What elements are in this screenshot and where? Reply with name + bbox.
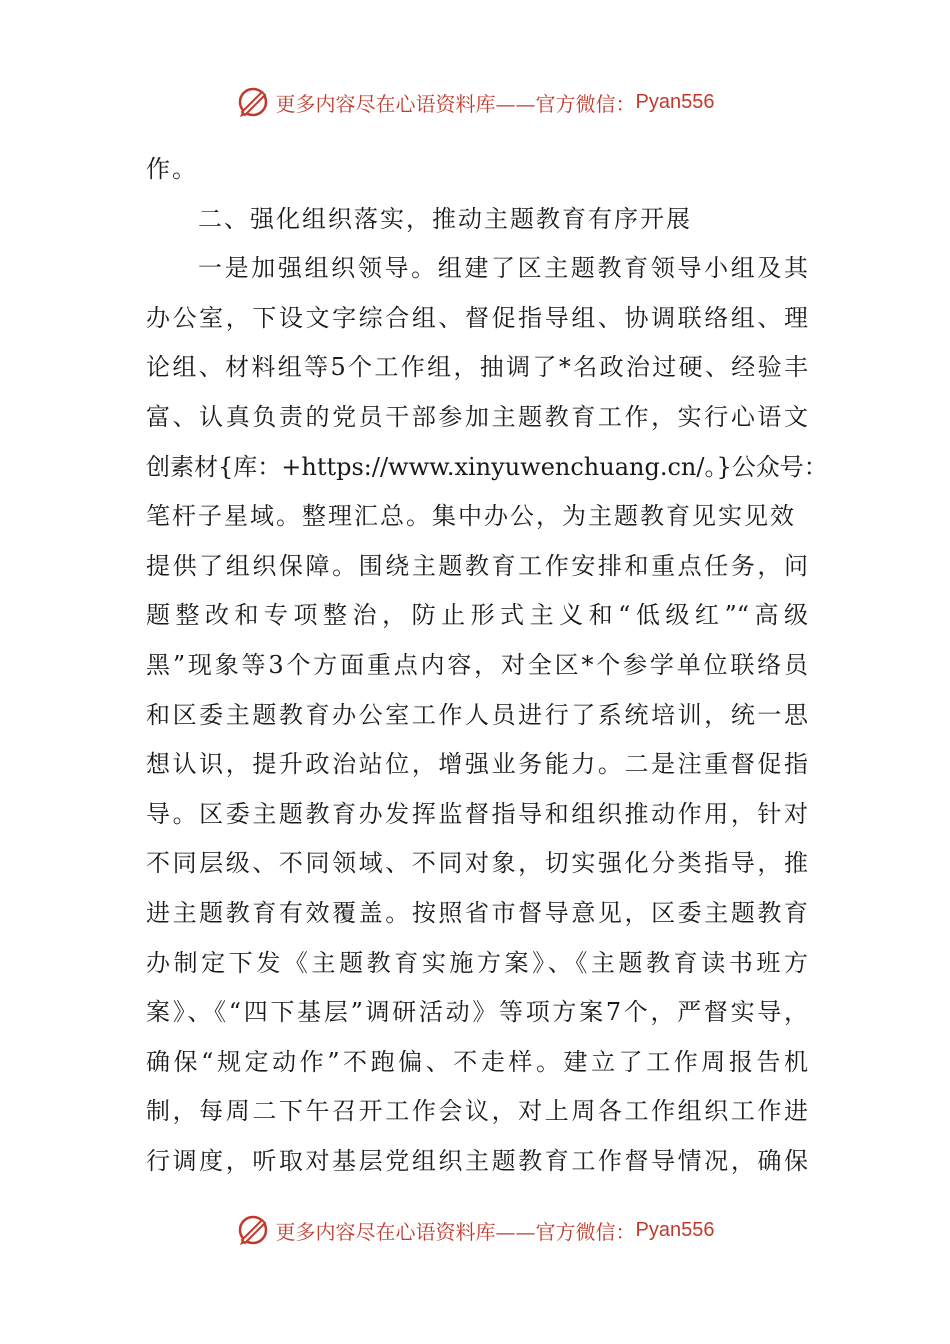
text-line: 进主题教育有效覆盖。按照省市督导意见，区委主题教育 (146, 898, 808, 927)
banner-text: 更多内容尽在心语资料库——官方微信： (275, 1219, 636, 1244)
text-line: 办公室，下设文字综合组、督促指导组、协调联络组、理 (146, 303, 808, 332)
text-line: 导。区委主题教育办发挥监督指导和组织推动作用，针对 (146, 799, 808, 828)
text-line: 不同层级、不同领域、不同对象，切实强化分类指导，推 (146, 849, 808, 878)
text-line: 作。 (146, 155, 198, 183)
text-line: 想认识，提升政治站位，增强业务能力。二是注重督促指 (146, 750, 808, 779)
text-line: 题整改和专项整治，防止形式主义和“低级红”“高级 (146, 601, 808, 630)
text-line: 行调度，听取对基层党组织主题教育工作督导情况，确保 (146, 1146, 808, 1175)
wechat-id: Pyan556 (635, 90, 715, 113)
text-line: 笔杆子星域。整理汇总。集中办公，为主题教育见实见效 (146, 502, 796, 531)
text-line: 制，每周二下午召开工作会议，对上周各工作组织工作进 (146, 1097, 808, 1126)
text-line: 确保“规定动作”不跑偏、不走样。建立了工作周报告机 (146, 1047, 808, 1076)
wechat-id: Pyan556 (635, 1218, 715, 1241)
section-heading: 二、强化组织落实，推动主题教育有序开展 (198, 204, 692, 233)
pen-logo-icon (236, 85, 270, 119)
text-line: 一是加强组织领导。组建了区主题教育领导小组及其 (198, 254, 808, 283)
text-line: 论组、材料组等5个工作组，抽调了*名政治过硬、经验丰 (146, 353, 808, 382)
pen-logo-icon (236, 1213, 270, 1247)
text-line: 创素材{库：+https://www.xinyuwenchuang.cn/。}公众号： (146, 452, 828, 481)
banner-text: 更多内容尽在心语资料库——官方微信： (275, 91, 636, 116)
text-line: 案》、《“四下基层”调研活动》等项方案7个，严督实导， (146, 998, 808, 1027)
text-line: 提供了组织保障。围绕主题教育工作安排和重点任务，问 (146, 551, 808, 580)
document-body (146, 145, 828, 1186)
header-watermark-banner (0, 82, 950, 122)
text-line: 和区委主题教育办公室工作人员进行了系统培训，统一思 (146, 700, 808, 729)
text-line: 办制定下发《主题教育实施方案》、《主题教育读书班方 (146, 948, 808, 977)
footer-watermark-banner (0, 1210, 950, 1250)
text-line: 黑”现象等3个方面重点内容，对全区*个参学单位联络员 (146, 650, 808, 679)
text-line: 富、认真负责的党员干部参加主题教育工作，实行心语文 (146, 402, 808, 431)
